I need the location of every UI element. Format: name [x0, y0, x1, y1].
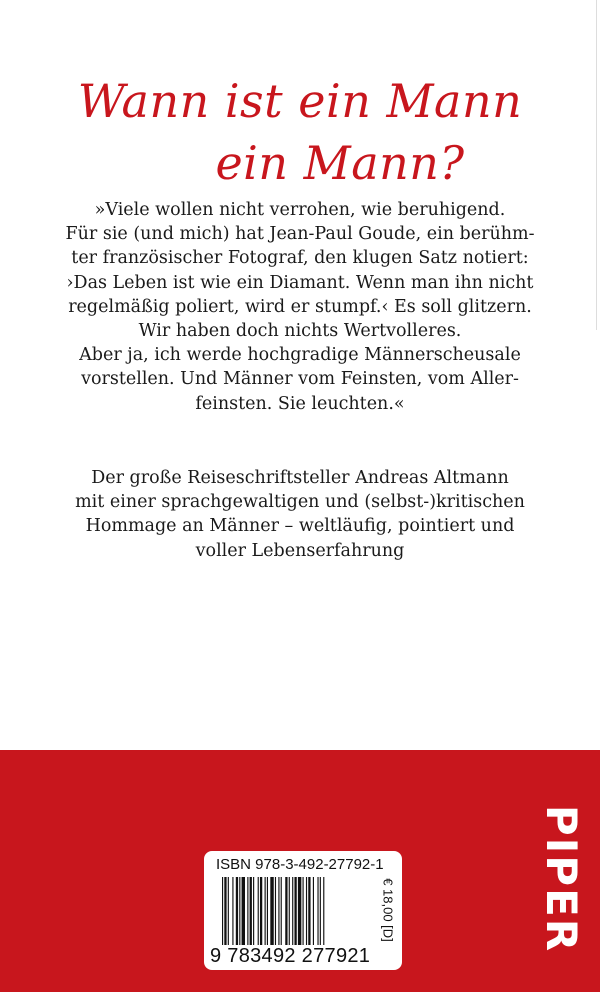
blurb-line: Hommage an Männer – weltläufig, pointiert und	[85, 516, 515, 537]
title-line-2: ein Mann?	[215, 136, 465, 190]
quote-line: feinsten. Sie leuchten.«	[195, 393, 405, 414]
cover-title	[0, 70, 600, 194]
quote-line: ›Das Leben ist wie ein Diamant. Wenn man ihn nicht	[66, 272, 534, 293]
isbn-label: ISBN 978-3-492-27792-1	[216, 856, 384, 873]
blurb-line: Der große Reiseschriftsteller Andreas Altmann	[91, 468, 509, 488]
publisher-logo-text: PIPER	[537, 804, 586, 954]
price-label: € 18,00 [D]	[380, 878, 396, 942]
price-block	[380, 875, 396, 945]
title-line-1: Wann ist ein Mann	[77, 74, 523, 128]
blurb-line: voller Lebenserfahrung	[195, 540, 405, 561]
quote-line: Wir haben doch nichts Wertvolleres.	[138, 321, 462, 342]
quote-line: Aber ja, ich werde hochgradige Männerscheusale	[79, 345, 521, 366]
barcode-icon	[222, 877, 357, 945]
barcode-panel	[204, 851, 402, 970]
quote-line: vorstellen. Und Männer vom Feinsten, vom Aller-	[81, 369, 519, 390]
quote-line: Für sie (und mich) hat Jean-Paul Goude, ein berühm-	[65, 224, 535, 245]
quote-text	[60, 198, 540, 416]
blurb-line: mit einer sprachgewaltigen und (selbst-)kritischen	[75, 492, 525, 513]
publisher-logo	[537, 804, 586, 954]
quote-line: regelmäßig poliert, wird er stumpf.‹ Es soll glitzern.	[68, 296, 532, 317]
quote-line: ter französischer Fotograf, den klugen Satz notiert:	[71, 248, 529, 269]
quote-line: »Viele wollen nicht verrohen, wie beruhigend.	[94, 200, 506, 220]
barcode-digits: 9 783492 277921	[210, 945, 371, 967]
blurb-text	[60, 466, 540, 563]
